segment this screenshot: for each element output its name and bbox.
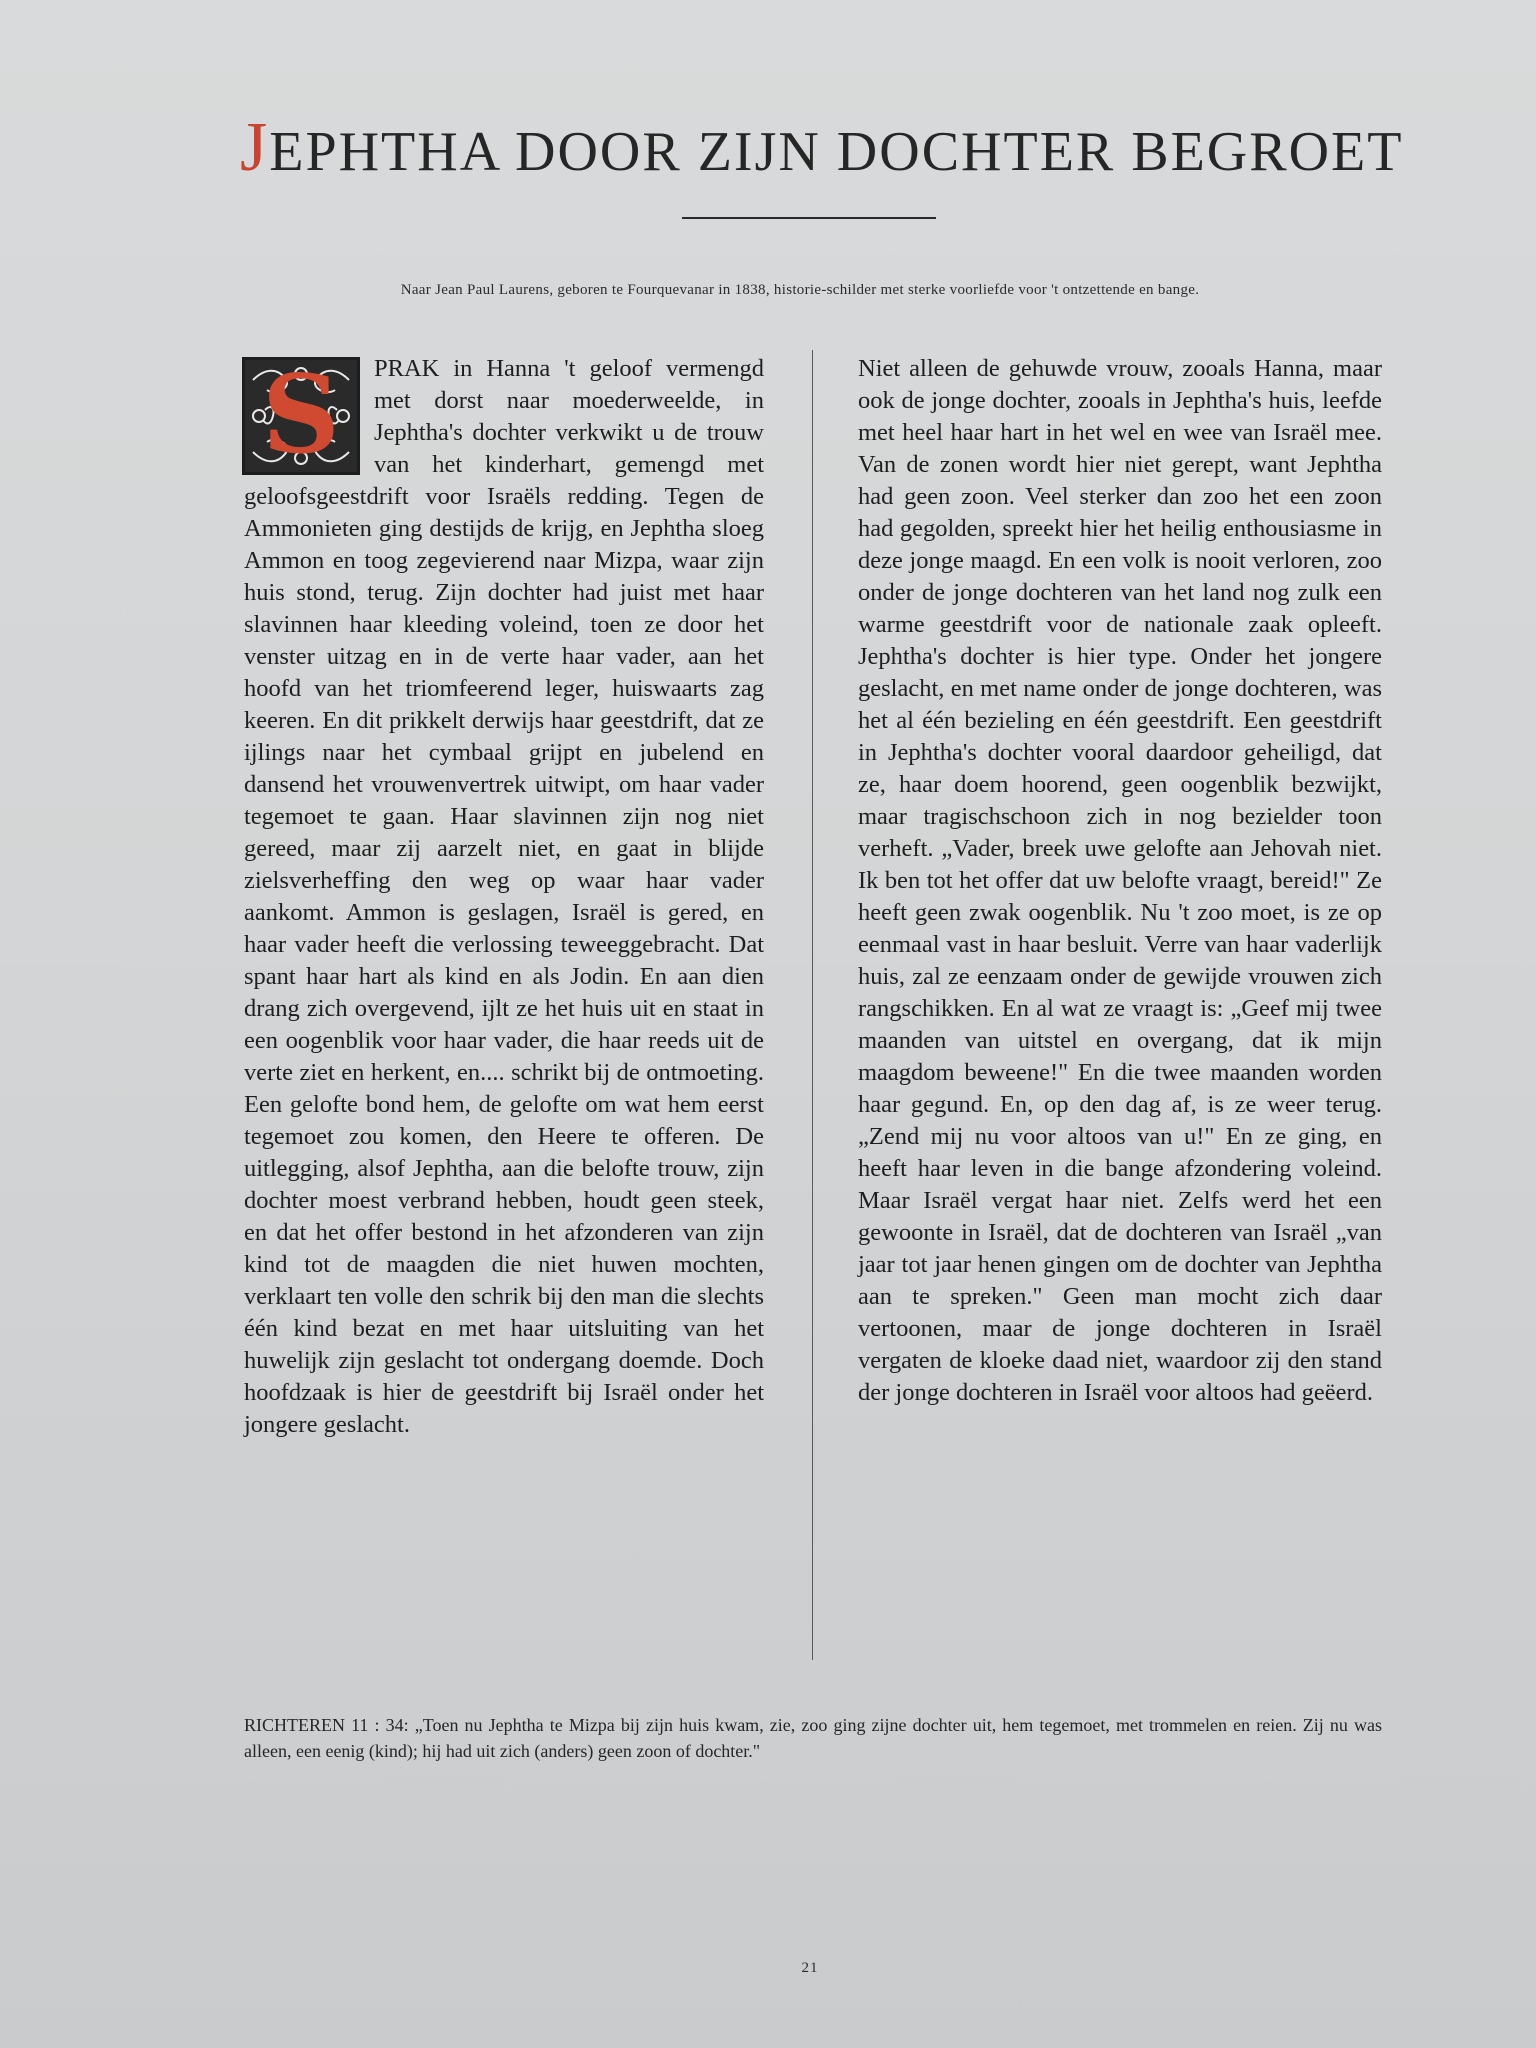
subtitle: Naar Jean Paul Laurens, geboren te Fourquevanar in 1838, historie-schilder met sterke voorliefde voor 't ontzettende en bange.	[400, 282, 1200, 298]
column-right	[858, 353, 1382, 1409]
title-initial: J	[240, 109, 270, 186]
page-number: 21	[801, 1960, 819, 1976]
title-rest: EPHTHA DOOR ZIJN DOCHTER BEGROET	[269, 121, 1404, 183]
title-rule	[682, 217, 936, 219]
page-title	[240, 108, 1404, 188]
column-left-text: PRAK in Hanna 't geloof vermengd met dorst naar moederweelde, in Jephtha's dochter verkwikt u de trouw van het kinderhart, gemengd met geloofsgeestdrift voor Israëls redding. Tegen de Ammonieten ging destijds de krijg, en Jephtha sloeg Ammon en toog zegevierend naar Mizpa, waar zijn huis stond, terug. Zijn dochter had juist met haar slavinnen haar kleeding voleind, toen ze door het venster uitzag en in de verte haar vader, aan het hoofd van het triomfeerend leger, huiswaarts zag keeren. En dit prikkelt derwijs haar geestdrift, dat ze ijlings naar het cymbaal grijpt en jubelend en dansend het vrouwenvertrek uitwipt, om haar vader tegemoet te gaan. Haar slavinnen zijn nog niet gereed, maar zij aarzelt niet, en gaat in blijde zielsverheffing den weg op waar haar vader aankomt. Ammon is geslagen, Israël is gered, en haar vader heeft die verlossing teweeggebracht. Dat spant haar hart als kind en als Jodin. En aan dien drang zich overgevend, ijlt ze het huis uit en staat in een oogenblik voor haar vader, die haar reeds uit de verte ziet en herkent, en.... schrikt bij de ontmoeting. Een gelofte bond hem, de gelofte om wat hem eerst tegemoet zou komen, den Heere te offeren. De uitlegging, alsof Jephtha, aan die belofte trouw, zijn dochter moest verbrand hebben, houdt geen steek, en dat het offer bestond in het afzonderen van zijn kind tot de maagden die niet huwen mochten, verklaart ten volle den schrik bij den man die slechts één kind bezat en met haar uitsluiting van het huwelijk zijn geslacht tot ondergang doemde. Doch hoofdzaak is hier de geestdrift bij Israël onder het jongere geslacht.	[244, 355, 764, 1438]
column-divider	[812, 350, 813, 1660]
column-right-text: Niet alleen de gehuwde vrouw, zooals Hanna, maar ook de jonge dochter, zooals in Jephtha's huis, leefde met heel haar hart in het wel en wee van Israël mee. Van de zonen wordt hier niet gerept, want Jephtha had geen zoon. Veel sterker dan zoo het een zoon had gegolden, spreekt hier het heilig enthousiasme in deze jonge maagd. En een volk is nooit verloren, zoo onder de jonge dochteren van het land nog zulk een warme geestdrift voor de nationale zaak opleeft. Jephtha's dochter is hier type. Onder het jongere geslacht, en met name onder de jonge dochteren, was het al één bezieling en één geestdrift. Een geestdrift in Jephtha's dochter vooral daardoor geheiligd, dat ze, haar doem hoorend, geen oogenblik bezwijkt, maar tragischschoon zich in nog bezielder toon verheft. „Vader, breek uwe gelofte aan Jehovah niet. Ik ben tot het offer dat uw belofte vraagt, bereid!" Ze heeft geen zwak oogenblik. Nu 't zoo moet, is ze op eenmaal vast in haar besluit. Verre van haar vaderlijk huis, zal ze eenzaam onder de gewijde vrouwen zich rangschikken. En al wat ze vraagt is: „Geef mij twee maanden van uitstel en overgang, dat ik mijn maagdom beweene!" En die twee maanden worden haar gegund. En, op den dag af, is ze weer terug. „Zend mij nu voor altoos van u!" En ze ging, en heeft haar leven in die bange afzondering voleind. Maar Israël vergat haar niet. Zelfs werd het een gewoonte in Israël, dat de dochteren van Israël „van jaar tot jaar henen gingen om de dochter van Jephtha aan te spreken." Geen man mocht zich daar vertoonen, maar de jonge dochteren in Israël vergaten de kloeke daad niet, waardoor zij den stand der jonge dochteren in Israël voor altoos had geëerd.	[858, 355, 1382, 1406]
ornamental-initial-icon	[242, 357, 360, 475]
scripture-footnote: RICHTEREN 11 : 34: „Toen nu Jephtha te Mizpa bij zijn huis kwam, zie, zoo ging zijne dochter uit, hem tegemoet, met trommelen en reien. Zij nu was alleen, een eenig (kind); hij had uit zich (anders) geen zoon of dochter."	[244, 1715, 1382, 1761]
column-left	[244, 353, 764, 1441]
dropcap-letter: S	[262, 357, 340, 475]
